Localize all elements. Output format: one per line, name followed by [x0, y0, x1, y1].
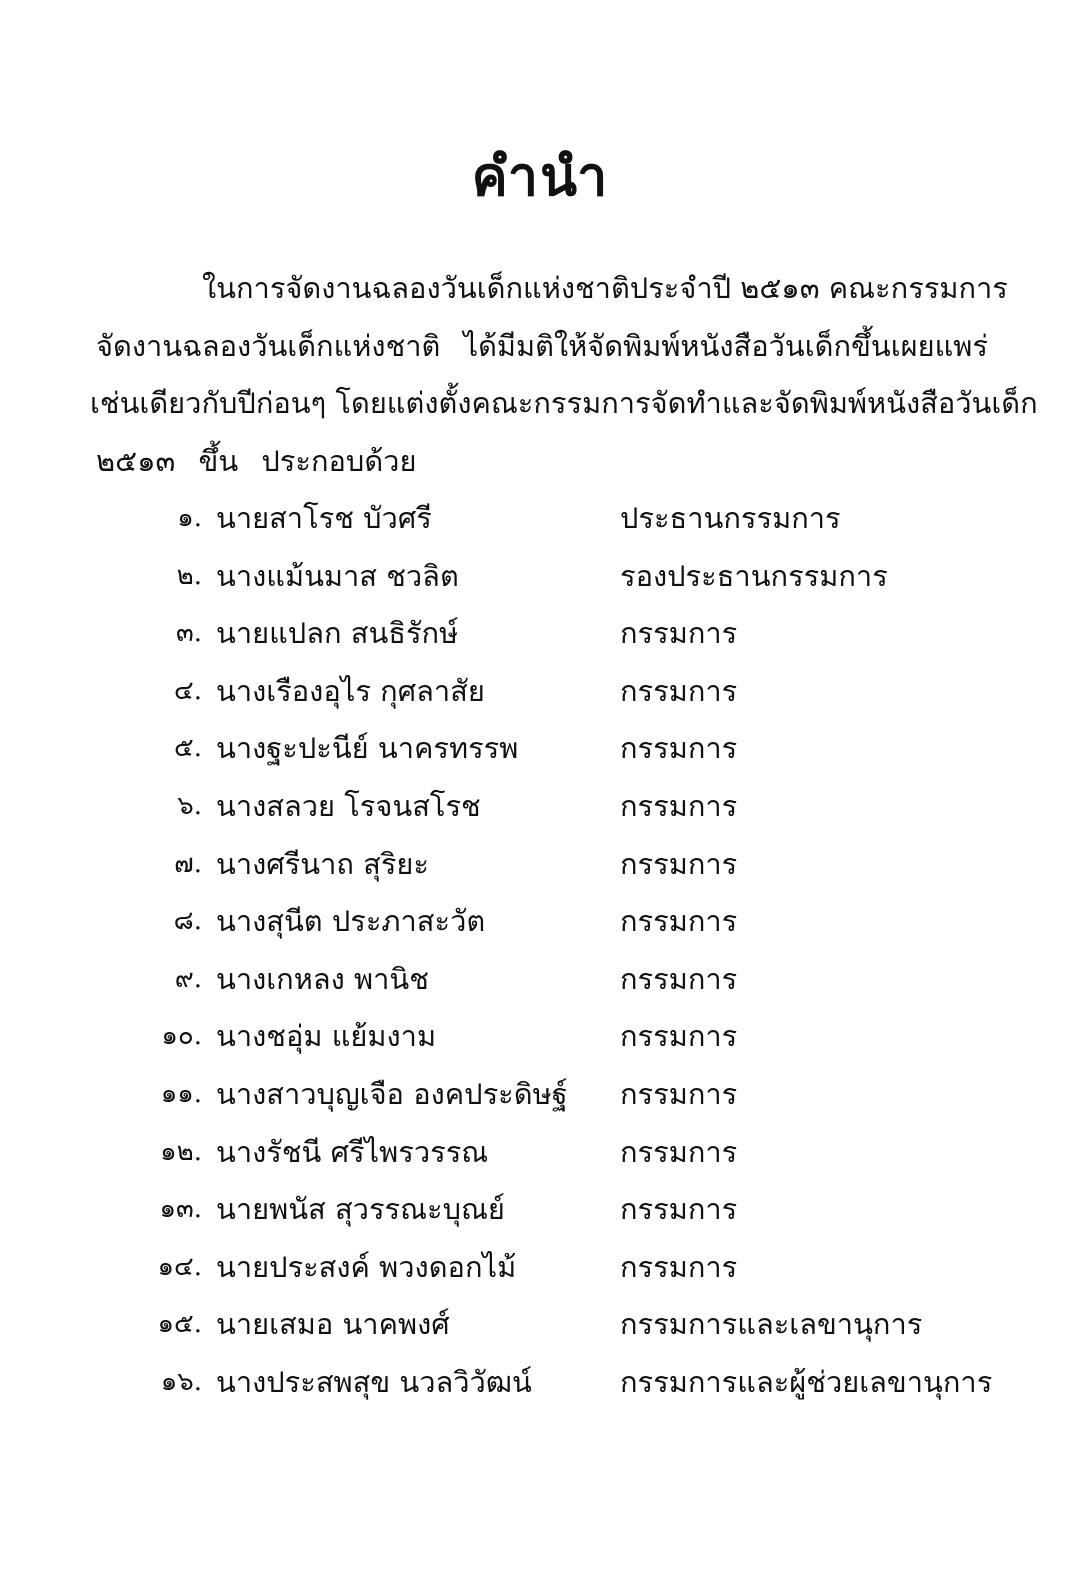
- member-role: กรรมการ: [620, 1134, 738, 1169]
- member-role: กรรมการ: [620, 1076, 738, 1111]
- member-row: [0, 724, 1081, 782]
- member-row: [0, 1012, 1081, 1070]
- intro-line-4: ๒๕๑๓ ขึ้น ประกอบด้วย: [96, 444, 417, 478]
- member-name: นางสาวบุญเจือ องคประดิษฐ์: [216, 1076, 568, 1111]
- member-name: นายพนัส สุวรรณะบุณย์: [216, 1192, 505, 1227]
- member-row: [0, 955, 1081, 1013]
- member-name: นางศรีนาถ สุริยะ: [216, 846, 429, 881]
- member-role: กรรมการ: [620, 904, 738, 939]
- member-name: นายเสมอ นาคพงศ์: [216, 1307, 450, 1342]
- member-name: นายสาโรช บัวศรี: [216, 501, 432, 535]
- member-row: [0, 552, 1081, 610]
- member-name: นางแม้นมาส ชวลิต: [216, 558, 459, 593]
- member-role: กรรมการ: [620, 673, 738, 708]
- member-number: ๓.: [175, 618, 202, 649]
- member-row: [0, 1358, 1081, 1416]
- member-number: ๒.: [176, 560, 202, 591]
- member-number: ๔.: [174, 675, 202, 706]
- member-row: [0, 1128, 1081, 1186]
- member-role: กรรมการ: [620, 1192, 738, 1227]
- member-row: [0, 1300, 1081, 1358]
- member-role: กรรมการ: [620, 616, 738, 651]
- member-role: กรรมการ: [620, 846, 738, 881]
- member-name: นางสลวย โรจนสโรช: [216, 788, 481, 823]
- member-number: ๗.: [174, 848, 202, 879]
- member-row: [0, 667, 1081, 725]
- member-name: นางเรืองอุไร กุศลาสัย: [216, 673, 485, 708]
- member-number: ๕.: [174, 733, 202, 764]
- member-name: นางเกหลง พานิช: [216, 961, 429, 996]
- member-row: [0, 609, 1081, 667]
- member-role: ประธานกรรมการ: [620, 501, 841, 535]
- member-number: ๑๐.: [161, 1021, 202, 1052]
- member-role: กรรมการ: [620, 1249, 738, 1284]
- member-name: นางชอุ่ม แย้มงาม: [216, 1019, 437, 1054]
- member-role: กรรมการและผู้ช่วยเลขานุการ: [620, 1364, 993, 1399]
- member-row: [0, 1070, 1081, 1128]
- member-row: [0, 1185, 1081, 1243]
- member-row: [0, 840, 1081, 898]
- member-role: กรรมการ: [620, 961, 738, 996]
- member-number: ๖.: [177, 790, 202, 821]
- member-role: กรรมการและเลขานุการ: [620, 1307, 923, 1342]
- member-role: รองประธานกรรมการ: [620, 558, 888, 593]
- member-name: นางสุนีต ประภาสะวัต: [216, 904, 486, 939]
- member-role: กรรมการ: [620, 1019, 738, 1054]
- member-number: ๑๓.: [159, 1194, 202, 1225]
- member-number: ๑.: [177, 503, 202, 533]
- member-row: [0, 494, 1081, 552]
- member-role: กรรมการ: [620, 731, 738, 766]
- member-number: ๑๑.: [160, 1078, 202, 1109]
- intro-line-2: จัดงานฉลองวันเด็กแห่งชาติ ได้มีมติให้จัดพิมพ์หนังสือวันเด็กขึ้นเผยแพร่: [96, 329, 988, 363]
- member-number: ๙.: [174, 963, 202, 994]
- member-number: ๑๒.: [160, 1136, 202, 1167]
- committee-member-list: [0, 494, 1081, 1416]
- member-name: นายแปลก สนธิรักษ์: [216, 616, 459, 651]
- member-role: กรรมการ: [620, 788, 738, 823]
- intro-line-1: ในการจัดงานฉลองวันเด็กแห่งชาติประจำปี ๒๕๑๓ คณะกรรมการ: [202, 271, 1008, 305]
- member-row: [0, 897, 1081, 955]
- page-title: คำนำ: [471, 144, 610, 208]
- member-row: [0, 1243, 1081, 1301]
- member-number: ๑๖.: [160, 1366, 202, 1397]
- member-row: [0, 782, 1081, 840]
- intro-line-3: เช่นเดียวกับปีก่อนๆ โดยแต่งตั้งคณะกรรมการจัดทำและจัดพิมพ์หนังสือวันเด็ก: [90, 386, 1038, 420]
- member-name: นางฐะปะนีย์ นาครทรรพ: [216, 731, 519, 766]
- member-name: นางรัชนี ศรีไพรวรรณ: [216, 1134, 489, 1169]
- member-number: ๘.: [173, 906, 202, 937]
- member-number: ๑๕.: [157, 1309, 202, 1340]
- member-name: นายประสงค์ พวงดอกไม้: [216, 1249, 517, 1284]
- member-number: ๑๔.: [157, 1251, 202, 1282]
- member-name: นางประสพสุข นวลวิวัฒน์: [216, 1364, 532, 1399]
